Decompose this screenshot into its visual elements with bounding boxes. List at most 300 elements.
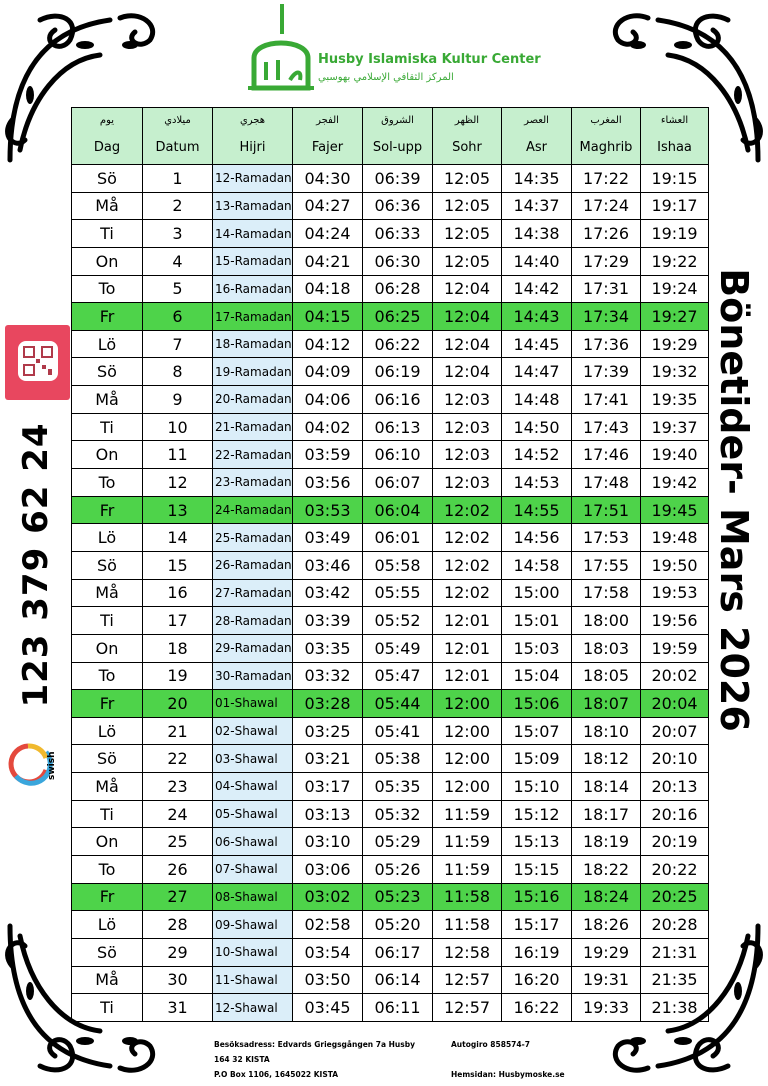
table-cell: 20:19 [641, 828, 709, 856]
table-cell: 03:45 [293, 994, 363, 1022]
table-cell: 17:29 [572, 247, 641, 275]
table-cell: Må [72, 386, 143, 414]
column-header [72, 108, 143, 165]
table-cell: 06:04 [363, 496, 433, 524]
table-cell: 12:05 [433, 247, 502, 275]
column-header-swedish: Asr [525, 140, 547, 155]
table-cell: 26 [143, 856, 213, 884]
table-cell: 05:55 [363, 579, 433, 607]
table-cell: 05:23 [363, 883, 433, 911]
table-cell: 11:58 [433, 911, 502, 939]
table-cell: 12:02 [433, 524, 502, 552]
table-row [72, 856, 709, 884]
table-cell: 03-Shawal [213, 745, 293, 773]
table-cell: 31 [143, 994, 213, 1022]
table-cell: Ti [72, 220, 143, 248]
table-cell: 18:10 [572, 717, 641, 745]
table-cell: 02:58 [293, 911, 363, 939]
table-cell: 11:59 [433, 856, 502, 884]
table-cell: 04:12 [293, 330, 363, 358]
table-cell: 03:49 [293, 524, 363, 552]
table-cell: 12:05 [433, 192, 502, 220]
table-cell: Sö [72, 358, 143, 386]
table-cell: 03:56 [293, 469, 363, 497]
table-cell: 20:02 [641, 662, 709, 690]
table-row [72, 883, 709, 911]
table-cell: 06:07 [363, 469, 433, 497]
table-cell: 9 [143, 386, 213, 414]
table-row [72, 247, 709, 275]
table-cell: 03:35 [293, 634, 363, 662]
table-row [72, 690, 709, 718]
table-cell: 12:02 [433, 551, 502, 579]
table-row [72, 496, 709, 524]
table-cell: 20:07 [641, 717, 709, 745]
column-header [293, 108, 363, 165]
table-cell: 12:05 [433, 220, 502, 248]
table-cell: 11:59 [433, 828, 502, 856]
table-cell: 19:56 [641, 607, 709, 635]
table-cell: 14:48 [502, 386, 572, 414]
table-cell: 19:32 [641, 358, 709, 386]
table-cell: 18:00 [572, 607, 641, 635]
table-cell: 18:07 [572, 690, 641, 718]
table-cell: 03:39 [293, 607, 363, 635]
table-cell: 08-Shawal [213, 883, 293, 911]
table-cell: 20:04 [641, 690, 709, 718]
table-row [72, 303, 709, 331]
table-cell: 6 [143, 303, 213, 331]
table-cell: 10 [143, 413, 213, 441]
footer-info [451, 1037, 565, 1082]
table-cell: 12:04 [433, 358, 502, 386]
table-cell: 17:31 [572, 275, 641, 303]
column-header-arabic: هجري [239, 115, 266, 126]
table-cell: 15:12 [502, 800, 572, 828]
column-header [641, 108, 709, 165]
table-cell: 03:17 [293, 773, 363, 801]
column-header-swedish: Dag [93, 140, 121, 155]
table-cell: 19:35 [641, 386, 709, 414]
swish-label: swish [47, 751, 57, 780]
table-row [72, 607, 709, 635]
table-cell: 03:25 [293, 717, 363, 745]
table-cell: 02-Shawal [213, 717, 293, 745]
table-cell: 12:04 [433, 303, 502, 331]
column-header-arabic: المغرب [590, 115, 622, 126]
table-cell: 19:59 [641, 634, 709, 662]
table-cell: 19:40 [641, 441, 709, 469]
table-row [72, 330, 709, 358]
table-cell: 30 [143, 966, 213, 994]
table-cell: 12:01 [433, 662, 502, 690]
table-cell: 17-Ramadan [213, 303, 293, 331]
table-cell: 28 [143, 911, 213, 939]
table-cell: 18:19 [572, 828, 641, 856]
table-cell: Må [72, 192, 143, 220]
column-header-swedish: Ishaa [657, 140, 692, 155]
autogiro: Autogiro 858574-7 [451, 1040, 530, 1049]
table-cell: 05:20 [363, 911, 433, 939]
table-row [72, 938, 709, 966]
table-cell: 18:12 [572, 745, 641, 773]
table-cell: 03:46 [293, 551, 363, 579]
table-row [72, 911, 709, 939]
page-title: Bönetider- Mars 2026 [712, 268, 756, 732]
table-cell: Ti [72, 800, 143, 828]
table-cell: 18:14 [572, 773, 641, 801]
table-cell: 28-Ramadan [213, 607, 293, 635]
table-cell: 05:47 [363, 662, 433, 690]
table-cell: 19:29 [572, 938, 641, 966]
table-cell: 15:03 [502, 634, 572, 662]
table-cell: 12:01 [433, 634, 502, 662]
table-cell: 19:22 [641, 247, 709, 275]
table-cell: 04:15 [293, 303, 363, 331]
table-cell: 05:26 [363, 856, 433, 884]
table-cell: 25-Ramadan [213, 524, 293, 552]
table-cell: 4 [143, 247, 213, 275]
table-cell: On [72, 247, 143, 275]
table-cell: 12-Ramadan [213, 165, 293, 193]
table-cell: 27 [143, 883, 213, 911]
table-row [72, 634, 709, 662]
table-cell: 04:30 [293, 165, 363, 193]
table-cell: Sö [72, 551, 143, 579]
table-cell: 17:46 [572, 441, 641, 469]
table-cell: 14:35 [502, 165, 572, 193]
table-row [72, 386, 709, 414]
column-header-swedish: Datum [155, 140, 200, 155]
swish-logo-icon [8, 740, 66, 790]
table-cell: On [72, 634, 143, 662]
table-cell: Ti [72, 607, 143, 635]
table-cell: 19:19 [641, 220, 709, 248]
table-row [72, 469, 709, 497]
table-cell: 15:09 [502, 745, 572, 773]
footer-address [214, 1037, 415, 1082]
table-cell: 17:26 [572, 220, 641, 248]
table-cell: 06:19 [363, 358, 433, 386]
table-cell: 14:42 [502, 275, 572, 303]
table-cell: On [72, 828, 143, 856]
table-cell: 19:24 [641, 275, 709, 303]
table-cell: Fr [72, 883, 143, 911]
table-cell: 19 [143, 662, 213, 690]
table-row [72, 579, 709, 607]
table-cell: Må [72, 773, 143, 801]
table-cell: 10-Shawal [213, 938, 293, 966]
table-cell: 19:53 [641, 579, 709, 607]
table-cell: 01-Shawal [213, 690, 293, 718]
table-cell: 15:15 [502, 856, 572, 884]
table-cell: To [72, 856, 143, 884]
column-header-swedish: Sohr [452, 140, 482, 155]
table-cell: 12:03 [433, 469, 502, 497]
table-cell: 8 [143, 358, 213, 386]
table-cell: 03:21 [293, 745, 363, 773]
table-cell: 06-Shawal [213, 828, 293, 856]
table-cell: 05:29 [363, 828, 433, 856]
table-cell: 12:02 [433, 579, 502, 607]
table-cell: 14:50 [502, 413, 572, 441]
table-cell: 18:26 [572, 911, 641, 939]
column-header [502, 108, 572, 165]
table-row [72, 358, 709, 386]
prayer-times-table [71, 107, 709, 1022]
column-header-arabic: الظهر [454, 115, 480, 126]
table-cell: 06:30 [363, 247, 433, 275]
table-cell: 20:13 [641, 773, 709, 801]
table-cell: 12:02 [433, 496, 502, 524]
table-cell: 19-Ramadan [213, 358, 293, 386]
table-cell: 04:02 [293, 413, 363, 441]
table-row [72, 551, 709, 579]
table-cell: 17:55 [572, 551, 641, 579]
table-cell: 12:04 [433, 330, 502, 358]
table-cell: 03:54 [293, 938, 363, 966]
table-cell: 06:28 [363, 275, 433, 303]
table-cell: 23-Ramadan [213, 469, 293, 497]
table-cell: On [72, 441, 143, 469]
table-cell: 30-Ramadan [213, 662, 293, 690]
table-cell: 18:05 [572, 662, 641, 690]
table-cell: 12:00 [433, 717, 502, 745]
table-cell: 04:18 [293, 275, 363, 303]
table-cell: 19:48 [641, 524, 709, 552]
table-cell: 06:33 [363, 220, 433, 248]
table-cell: 04-Shawal [213, 773, 293, 801]
table-cell: 04:21 [293, 247, 363, 275]
website-link[interactable]: Hemsidan: Husbymoske.se [451, 1070, 565, 1079]
table-cell: 12:04 [433, 275, 502, 303]
table-cell: 27-Ramadan [213, 579, 293, 607]
table-cell: 20 [143, 690, 213, 718]
table-row [72, 165, 709, 193]
column-header-arabic: العصر [524, 115, 549, 126]
table-row [72, 275, 709, 303]
table-cell: 12:05 [433, 165, 502, 193]
table-cell: 15:06 [502, 690, 572, 718]
table-cell: Må [72, 579, 143, 607]
table-cell: 14:45 [502, 330, 572, 358]
table-cell: 19:42 [641, 469, 709, 497]
table-cell: 13-Ramadan [213, 192, 293, 220]
table-cell: 12:03 [433, 386, 502, 414]
table-row [72, 994, 709, 1022]
table-cell: Lö [72, 911, 143, 939]
table-cell: 12:03 [433, 441, 502, 469]
table-row [72, 441, 709, 469]
table-cell: 15:13 [502, 828, 572, 856]
table-cell: 17:39 [572, 358, 641, 386]
table-cell: 11:58 [433, 883, 502, 911]
address-line: Besöksadress: Edvards Griegsgången 7a Husby [214, 1040, 415, 1049]
table-cell: 15:17 [502, 911, 572, 939]
table-cell: 18:03 [572, 634, 641, 662]
table-cell: 16:20 [502, 966, 572, 994]
table-cell: To [72, 275, 143, 303]
table-cell: 21:31 [641, 938, 709, 966]
table-cell: 1 [143, 165, 213, 193]
table-cell: Lö [72, 717, 143, 745]
table-cell: 15:16 [502, 883, 572, 911]
qr-code-icon [5, 325, 70, 400]
table-cell: Sö [72, 938, 143, 966]
table-cell: 11 [143, 441, 213, 469]
table-cell: 14:37 [502, 192, 572, 220]
table-cell: 3 [143, 220, 213, 248]
swish-number: 123 379 62 24 [16, 422, 56, 708]
table-cell: 20:10 [641, 745, 709, 773]
org-name-arabic: المركز الثقافي الإسلامي بهوسبي [318, 72, 454, 83]
column-header-arabic: يوم [99, 115, 115, 126]
table-cell: 18:24 [572, 883, 641, 911]
table-cell: 05:58 [363, 551, 433, 579]
table-cell: 06:25 [363, 303, 433, 331]
table-cell: 11:59 [433, 800, 502, 828]
table-row [72, 717, 709, 745]
table-cell: 14:55 [502, 496, 572, 524]
table-cell: 12:03 [433, 413, 502, 441]
table-cell: 20:25 [641, 883, 709, 911]
table-cell: 24 [143, 800, 213, 828]
table-cell: 18:17 [572, 800, 641, 828]
table-cell: 12:01 [433, 607, 502, 635]
table-cell: 17:43 [572, 413, 641, 441]
table-cell: 20:28 [641, 911, 709, 939]
column-header-swedish: Fajer [311, 140, 344, 155]
table-cell: 14:56 [502, 524, 572, 552]
table-cell: Lö [72, 330, 143, 358]
table-row [72, 413, 709, 441]
table-cell: 29 [143, 938, 213, 966]
table-cell: Sö [72, 745, 143, 773]
table-header-row [72, 108, 709, 165]
column-header-swedish: Sol-upp [372, 140, 423, 155]
table-cell: 05:44 [363, 690, 433, 718]
table-cell: 06:13 [363, 413, 433, 441]
table-cell: 19:50 [641, 551, 709, 579]
address-line: 164 32 KISTA [214, 1055, 270, 1064]
table-cell: 25 [143, 828, 213, 856]
table-cell: 06:17 [363, 938, 433, 966]
table-cell: 14:38 [502, 220, 572, 248]
table-cell: 06:36 [363, 192, 433, 220]
table-row [72, 524, 709, 552]
column-header [572, 108, 641, 165]
column-header-swedish: Hijri [239, 140, 266, 155]
table-cell: 20-Ramadan [213, 386, 293, 414]
column-header-swedish: Maghrib [579, 140, 633, 155]
table-cell: 06:22 [363, 330, 433, 358]
table-cell: 05:38 [363, 745, 433, 773]
table-cell: 04:09 [293, 358, 363, 386]
table-cell: 06:14 [363, 966, 433, 994]
table-cell: 15:01 [502, 607, 572, 635]
table-cell: 15:07 [502, 717, 572, 745]
table-cell: 17:34 [572, 303, 641, 331]
table-cell: 19:29 [641, 330, 709, 358]
table-cell: 03:06 [293, 856, 363, 884]
table-cell: 17:51 [572, 496, 641, 524]
table-cell: 17:53 [572, 524, 641, 552]
table-cell: 12:57 [433, 994, 502, 1022]
table-cell: 09-Shawal [213, 911, 293, 939]
table-cell: To [72, 662, 143, 690]
table-cell: 21:35 [641, 966, 709, 994]
table-cell: 5 [143, 275, 213, 303]
table-cell: 03:10 [293, 828, 363, 856]
table-cell: Lö [72, 524, 143, 552]
table-cell: 17:41 [572, 386, 641, 414]
column-header [433, 108, 502, 165]
table-cell: 05:52 [363, 607, 433, 635]
table-cell: 21 [143, 717, 213, 745]
table-cell: 04:27 [293, 192, 363, 220]
table-row [72, 773, 709, 801]
table-row [72, 966, 709, 994]
table-cell: Fr [72, 303, 143, 331]
column-header-arabic: الفجر [316, 115, 339, 126]
table-row [72, 800, 709, 828]
table-cell: 14:52 [502, 441, 572, 469]
table-cell: 15:10 [502, 773, 572, 801]
table-cell: 05:41 [363, 717, 433, 745]
table-cell: To [72, 469, 143, 497]
table-cell: Fr [72, 496, 143, 524]
table-cell: 17:58 [572, 579, 641, 607]
address-line: P.O Box 1106, 1645022 KISTA [214, 1070, 339, 1079]
table-cell: 14 [143, 524, 213, 552]
table-cell: 19:31 [572, 966, 641, 994]
table-cell: 15:04 [502, 662, 572, 690]
table-cell: 14-Ramadan [213, 220, 293, 248]
table-cell: 20:16 [641, 800, 709, 828]
table-cell: 16 [143, 579, 213, 607]
table-cell: 18-Ramadan [213, 330, 293, 358]
table-cell: 12 [143, 469, 213, 497]
table-cell: 22 [143, 745, 213, 773]
table-cell: 23 [143, 773, 213, 801]
table-cell: 14:47 [502, 358, 572, 386]
table-cell: 04:24 [293, 220, 363, 248]
table-cell: 15 [143, 551, 213, 579]
table-cell: 17 [143, 607, 213, 635]
table-cell: 14:40 [502, 247, 572, 275]
table-row [72, 220, 709, 248]
table-cell: 16-Ramadan [213, 275, 293, 303]
table-cell: 18:22 [572, 856, 641, 884]
table-row [72, 662, 709, 690]
column-header [363, 108, 433, 165]
table-cell: 13 [143, 496, 213, 524]
table-cell: 17:48 [572, 469, 641, 497]
table-cell: 17:36 [572, 330, 641, 358]
table-cell: 7 [143, 330, 213, 358]
table-cell: Ti [72, 413, 143, 441]
table-cell: 19:33 [572, 994, 641, 1022]
table-cell: 12:58 [433, 938, 502, 966]
table-cell: 21:38 [641, 994, 709, 1022]
table-cell: 16:22 [502, 994, 572, 1022]
table-cell: 03:53 [293, 496, 363, 524]
table-cell: 24-Ramadan [213, 496, 293, 524]
table-cell: 06:11 [363, 994, 433, 1022]
column-header [213, 108, 293, 165]
table-cell: 03:59 [293, 441, 363, 469]
table-cell: 04:06 [293, 386, 363, 414]
